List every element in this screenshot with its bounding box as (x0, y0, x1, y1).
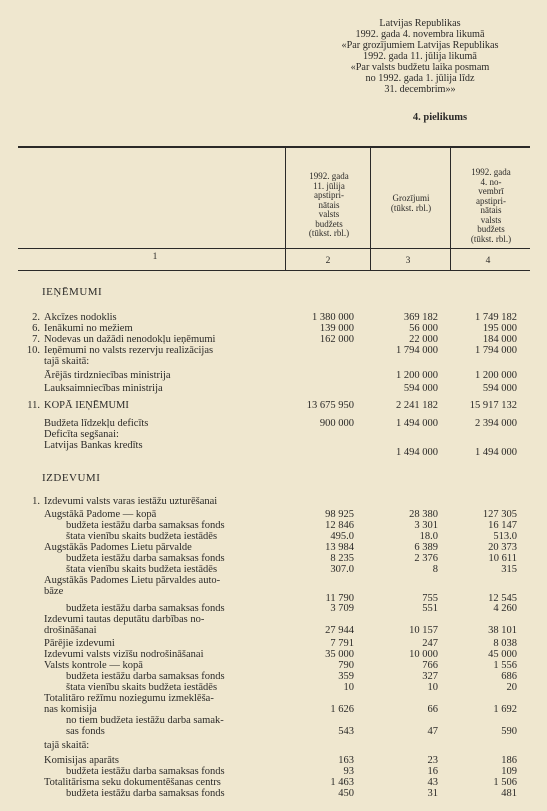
table-row (0, 400, 547, 412)
column-number: 3 (405, 256, 411, 266)
table-row (0, 625, 547, 637)
value-amended-budget: 10 611 (488, 553, 517, 564)
table-row (0, 447, 547, 459)
value-amendment: 43 (427, 777, 438, 788)
column-separator (285, 147, 286, 271)
value-amended-budget: 195 000 (482, 323, 517, 334)
section-title-income: IEŅĒMUMI (42, 286, 103, 298)
value-amendment: 28 380 (409, 509, 438, 520)
value-amended-budget: 594 000 (482, 383, 517, 394)
row-label: Ieņēmumi no valsts rezervju realizācijas (44, 345, 214, 356)
row-label: Komisijas aparāts (44, 755, 119, 766)
value-amendment: 23 (427, 755, 438, 766)
value-amendment: 1 200 000 (396, 370, 438, 381)
appendix-title: 4. pielikums (412, 112, 468, 123)
value-original-budget: 1 380 000 (312, 312, 354, 323)
value-original-budget: 8 235 (330, 553, 354, 564)
row-label: tajā skaitā: (44, 740, 90, 751)
value-original-budget: 7 791 (330, 638, 354, 649)
value-amended-budget: 4 260 (493, 603, 517, 614)
value-original-budget: 790 (338, 660, 354, 671)
row-label: Nodevas un dažādi nenodokļu ieņēmumi (44, 334, 216, 345)
law-reference-header (300, 18, 540, 95)
value-original-budget: 93 (343, 766, 354, 777)
table-row (0, 496, 547, 508)
row-label: budžeta iestāžu darba samaksas fonds (66, 553, 225, 564)
value-original-budget: 3 709 (330, 603, 354, 614)
value-original-budget: 900 000 (319, 418, 354, 429)
value-amended-budget: 1 200 000 (475, 370, 517, 381)
value-amended-budget: 12 545 (488, 593, 517, 604)
row-label: budžeta iestāžu darba samaksas fonds (66, 520, 225, 531)
value-amended-budget: 2 394 000 (475, 418, 517, 429)
value-amended-budget: 109 (501, 766, 517, 777)
row-label: Izdevumi valsts varas iestāžu uzturēšanai (44, 496, 218, 507)
value-original-budget: 139 000 (319, 323, 354, 334)
value-amended-budget: 1 494 000 (475, 447, 517, 458)
row-number: 6. (32, 323, 40, 334)
row-label: sas fonds (66, 726, 105, 737)
row-label: Pārējie izdevumi (44, 638, 115, 649)
value-amended-budget: 1 506 (493, 777, 517, 788)
row-label: Ārējās tirdzniecības ministrija (44, 370, 171, 381)
value-amended-budget: 38 101 (488, 625, 517, 636)
row-label: no tiem budžeta iestāžu darba samak- (66, 715, 224, 726)
row-label: tajā skaitā: (44, 356, 90, 367)
row-label: budžeta iestāžu darba samaksas fonds (66, 603, 225, 614)
value-amendment: 18.0 (419, 531, 438, 542)
value-amendment: 66 (427, 704, 438, 715)
row-number: 10. (26, 345, 40, 356)
value-original-budget: 13 984 (325, 542, 354, 553)
value-original-budget: 163 (338, 755, 354, 766)
value-original-budget: 450 (338, 788, 354, 799)
table-row (0, 740, 547, 752)
row-label: budžeta iestāžu darba samaksas fonds (66, 788, 225, 799)
column-header-amended-budget: 1992. gada 4. no- vembrī apstipri- nātais valsts budžets (tūkst. rbl.) (470, 167, 512, 244)
header-line: «Par valsts budžetu laika posmam (350, 62, 490, 73)
value-original-budget: 1 463 (330, 777, 354, 788)
value-amended-budget: 1 556 (493, 660, 517, 671)
value-original-budget: 543 (338, 726, 354, 737)
column-header-amendments: Grozījumi (tūkst. rbl.) (390, 193, 432, 213)
value-original-budget: 307.0 (330, 564, 354, 575)
row-label: štata vienību skaits budžeta iestādēs (66, 682, 218, 693)
row-label: bāze (44, 586, 64, 597)
value-amendment: 369 182 (403, 312, 438, 323)
table-row (0, 356, 547, 368)
row-label: KOPĀ IEŅĒMUMI (44, 400, 129, 411)
value-amendment: 327 (422, 671, 438, 682)
value-original-budget: 495.0 (330, 531, 354, 542)
value-amendment: 6 389 (414, 542, 438, 553)
row-label: Izdevumi valsts vizīšu nodrošināšanai (44, 649, 204, 660)
value-amendment: 31 (427, 788, 438, 799)
row-label: Lauksaimniecības ministrija (44, 383, 163, 394)
row-label: drošināšanai (44, 625, 97, 636)
row-label: budžeta iestāžu darba samaksas fonds (66, 766, 225, 777)
column-header-original-budget: 1992. gada 11. jūlija apstipri- nātais valsts budžets (tūkst. rbl.) (308, 171, 350, 238)
row-number: 2. (32, 312, 40, 323)
row-number: 1. (32, 496, 40, 507)
column-separator (370, 147, 371, 271)
value-amendment: 22 000 (409, 334, 438, 345)
value-amendment: 8 (432, 564, 438, 575)
row-label: Augstākās Padomes Lietu pārvalde (44, 542, 192, 553)
table-row (0, 788, 547, 800)
value-original-budget: 12 846 (325, 520, 354, 531)
row-label: nas komisija (44, 704, 97, 715)
value-amended-budget: 1 749 182 (475, 312, 517, 323)
row-label: Ienākumi no mežiem (44, 323, 133, 334)
row-label: Valsts kontrole — kopā (44, 660, 143, 671)
header-line: no 1992. gada 1. jūlija līdz (365, 73, 475, 84)
value-original-budget: 35 000 (325, 649, 354, 660)
table-top-rule (18, 146, 530, 148)
value-amendment: 10 000 (409, 649, 438, 660)
value-amended-budget: 184 000 (482, 334, 517, 345)
row-label: štata vienību skaits budžeta iestādēs (66, 531, 218, 542)
value-amended-budget: 315 (501, 564, 517, 575)
row-label: Budžeta līdzekļu deficīts (44, 418, 149, 429)
value-amended-budget: 15 917 132 (469, 400, 517, 411)
value-amendment: 594 000 (403, 383, 438, 394)
column-number: 2 (325, 256, 331, 266)
value-amended-budget: 186 (501, 755, 517, 766)
row-label: Deficīta segšanai: (44, 429, 119, 440)
value-original-budget: 1 626 (330, 704, 354, 715)
value-amendment: 10 157 (409, 625, 438, 636)
value-amendment: 1 494 000 (396, 447, 438, 458)
header-line: 1992. gada 4. novembra likumā (355, 29, 485, 40)
row-label: Augstākā Padome — kopā (44, 509, 157, 520)
column-number: 4 (485, 256, 491, 266)
value-amended-budget: 481 (501, 788, 517, 799)
row-number: 7. (32, 334, 40, 345)
value-amendment: 551 (422, 603, 438, 614)
header-line: 31. decembrim»» (384, 84, 456, 95)
row-number: 11. (27, 400, 40, 411)
value-amendment: 16 (427, 766, 438, 777)
value-amendment: 47 (427, 726, 438, 737)
row-label: Augstākās Padomes Lietu pārvaldes auto- (44, 575, 221, 586)
value-amendment: 766 (422, 660, 438, 671)
value-amended-budget: 16 147 (488, 520, 517, 531)
value-original-budget: 359 (338, 671, 354, 682)
value-amended-budget: 20 373 (488, 542, 517, 553)
value-amendment: 56 000 (409, 323, 438, 334)
table-row (0, 726, 547, 738)
table-row (0, 383, 547, 395)
table-row (0, 370, 547, 382)
number-row-divider (18, 270, 530, 271)
column-number: 1 (152, 252, 158, 262)
value-amended-budget: 1 692 (493, 704, 517, 715)
row-label: Totalitārisma seku dokumentēšanas centrs (44, 777, 221, 788)
value-amended-budget: 513.0 (493, 531, 517, 542)
value-original-budget: 11 790 (325, 593, 354, 604)
value-amendment: 2 376 (414, 553, 438, 564)
row-label: budžeta iestāžu darba samaksas fonds (66, 671, 225, 682)
column-separator (450, 147, 451, 271)
value-amendment: 755 (422, 593, 438, 604)
value-amendment: 3 301 (414, 520, 438, 531)
value-amended-budget: 686 (501, 671, 517, 682)
row-label: Latvijas Bankas kredīts (44, 440, 143, 451)
value-amendment: 247 (422, 638, 438, 649)
row-label: štata vienību skaits budžeta iestādēs (66, 564, 218, 575)
value-original-budget: 13 675 950 (306, 400, 354, 411)
value-original-budget: 10 (343, 682, 354, 693)
row-label: Totalitāro režīmu noziegumu izmeklēša- (44, 693, 214, 704)
value-amended-budget: 20 (506, 682, 517, 693)
value-amendment: 2 241 182 (396, 400, 438, 411)
section-title-expenses: IZDEVUMI (42, 472, 101, 484)
value-amendment: 1 794 000 (396, 345, 438, 356)
value-amended-budget: 8 038 (493, 638, 517, 649)
header-divider (18, 248, 530, 249)
row-label: Izdevumi tautas deputātu darbības no- (44, 614, 205, 625)
value-amended-budget: 1 794 000 (475, 345, 517, 356)
value-amendment: 10 (427, 682, 438, 693)
value-amended-budget: 590 (501, 726, 517, 737)
header-line: Latvijas Republikas (379, 18, 461, 29)
value-amended-budget: 127 305 (482, 509, 517, 520)
header-line: «Par grozījumiem Latvijas Republikas (341, 40, 499, 51)
row-label: Akcīzes nodoklis (44, 312, 117, 323)
value-original-budget: 98 925 (325, 509, 354, 520)
value-amended-budget: 45 000 (488, 649, 517, 660)
value-original-budget: 27 944 (325, 625, 354, 636)
value-amendment: 1 494 000 (396, 418, 438, 429)
value-original-budget: 162 000 (319, 334, 354, 345)
header-line: 1992. gada 11. jūlija likumā (363, 51, 477, 62)
